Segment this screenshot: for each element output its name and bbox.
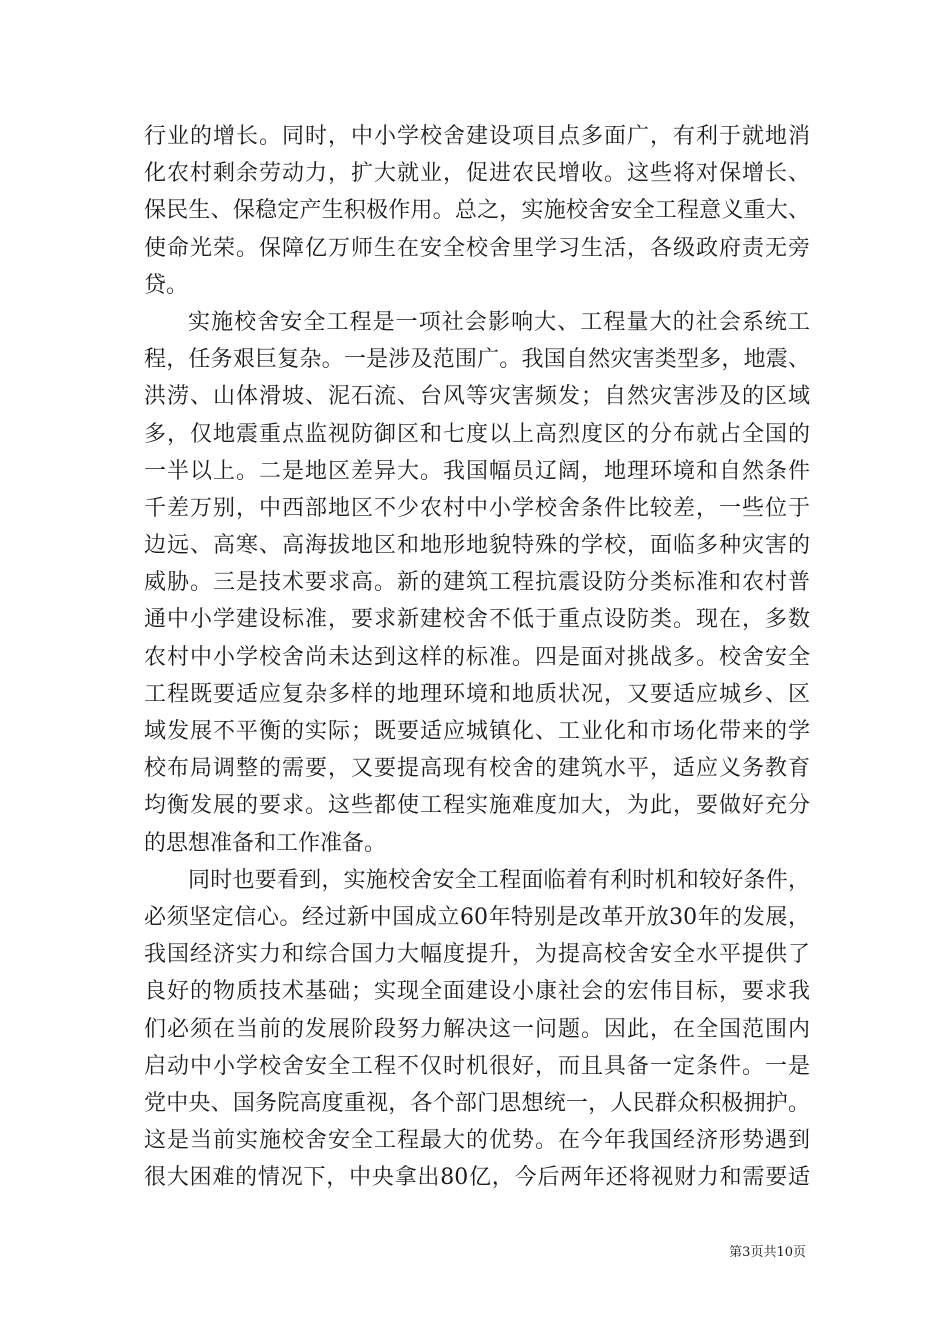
text-line: 农村中小学校舍尚未达到这样的标准。四是面对挑战多。校舍安全 xyxy=(144,644,810,670)
text-line: 党中央、国务院高度重视，各个部门思想统一，人民群众积极拥护。 xyxy=(144,1090,810,1116)
text-line: 很大困难的情况下，中央拿出80亿，今后两年还将视财力和需要适 xyxy=(144,1165,810,1191)
text-line: 洪涝、山体滑坡、泥石流、台风等灾害频发；自然灾害涉及的区域 xyxy=(144,384,810,410)
text-line: 必须坚定信心。经过新中国成立60年特别是改革开放30年的发展， xyxy=(144,904,810,930)
page-footer xyxy=(729,1244,806,1262)
text-line: 这是当前实施校舍安全工程最大的优势。在今年我国经济形势遇到 xyxy=(144,1128,810,1154)
text-line: 使命光荣。保障亿万师生在安全校舍里学习生活，各级政府责无旁 xyxy=(144,235,810,261)
text-line: 千差万别，中西部地区不少农村中小学校舍条件比较差，一些位于 xyxy=(144,495,810,521)
body-text xyxy=(144,118,810,1196)
text-line: 工程既要适应复杂多样的地理环境和地质状况，又要适应城乡、区 xyxy=(144,681,810,707)
text-line: 启动中小学校舍安全工程不仅时机很好，而且具备一定条件。一是 xyxy=(144,1053,810,1079)
text-line: 边远、高寒、高海拔地区和地形地貌特殊的学校，面临多种灾害的 xyxy=(144,533,810,559)
text-line: 我国经济实力和综合国力大幅度提升，为提高校舍安全水平提供了 xyxy=(144,942,810,968)
text-line: 的思想准备和工作准备。 xyxy=(144,830,387,856)
text-line: 多，仅地震重点监视防御区和七度以上高烈度区的分布就占全国的 xyxy=(144,421,810,447)
text-line: 化农村剩余劳动力，扩大就业，促进农民增收。这些将对保增长、 xyxy=(144,161,810,187)
text-line: 均衡发展的要求。这些都使工程实施难度加大，为此，要做好充分 xyxy=(144,793,810,819)
text-line: 一半以上。二是地区差异大。我国幅员辽阔，地理环境和自然条件 xyxy=(144,458,810,484)
text-line: 通中小学建设标准，要求新建校舍不低于重点设防类。现在，多数 xyxy=(144,607,810,633)
text-line: 行业的增长。同时，中小学校舍建设项目点多面广，有利于就地消 xyxy=(144,124,810,149)
paragraph-first-line: 同时也要看到，实施校舍安全工程面临着有利时机和较好条件， xyxy=(188,867,810,893)
text-line: 良好的物质技术基础；实现全面建设小康社会的宏伟目标，要求我 xyxy=(144,979,810,1005)
text-line: 校布局调整的需要，又要提高现有校舍的建筑水平，适应义务教育 xyxy=(144,756,810,782)
text-line: 威胁。三是技术要求高。新的建筑工程抗震设防分类标准和农村普 xyxy=(144,570,810,596)
text-line: 程，任务艰巨复杂。一是涉及范围广。我国自然灾害类型多，地震、 xyxy=(144,347,810,373)
text-line: 贷。 xyxy=(144,272,189,298)
text-line: 保民生、保稳定产生积极作用。总之，实施校舍安全工程意义重大、 xyxy=(144,198,810,224)
page-number: 第3页共10页 xyxy=(729,1245,806,1260)
text-line: 域发展不平衡的实际；既要适应城镇化、工业化和市场化带来的学 xyxy=(144,719,810,744)
text-line: 们必须在当前的发展阶段努力解决这一问题。因此，在全国范围内 xyxy=(144,1016,810,1042)
paragraph-first-line: 实施校舍安全工程是一项社会影响大、工程量大的社会系统工 xyxy=(188,309,810,335)
